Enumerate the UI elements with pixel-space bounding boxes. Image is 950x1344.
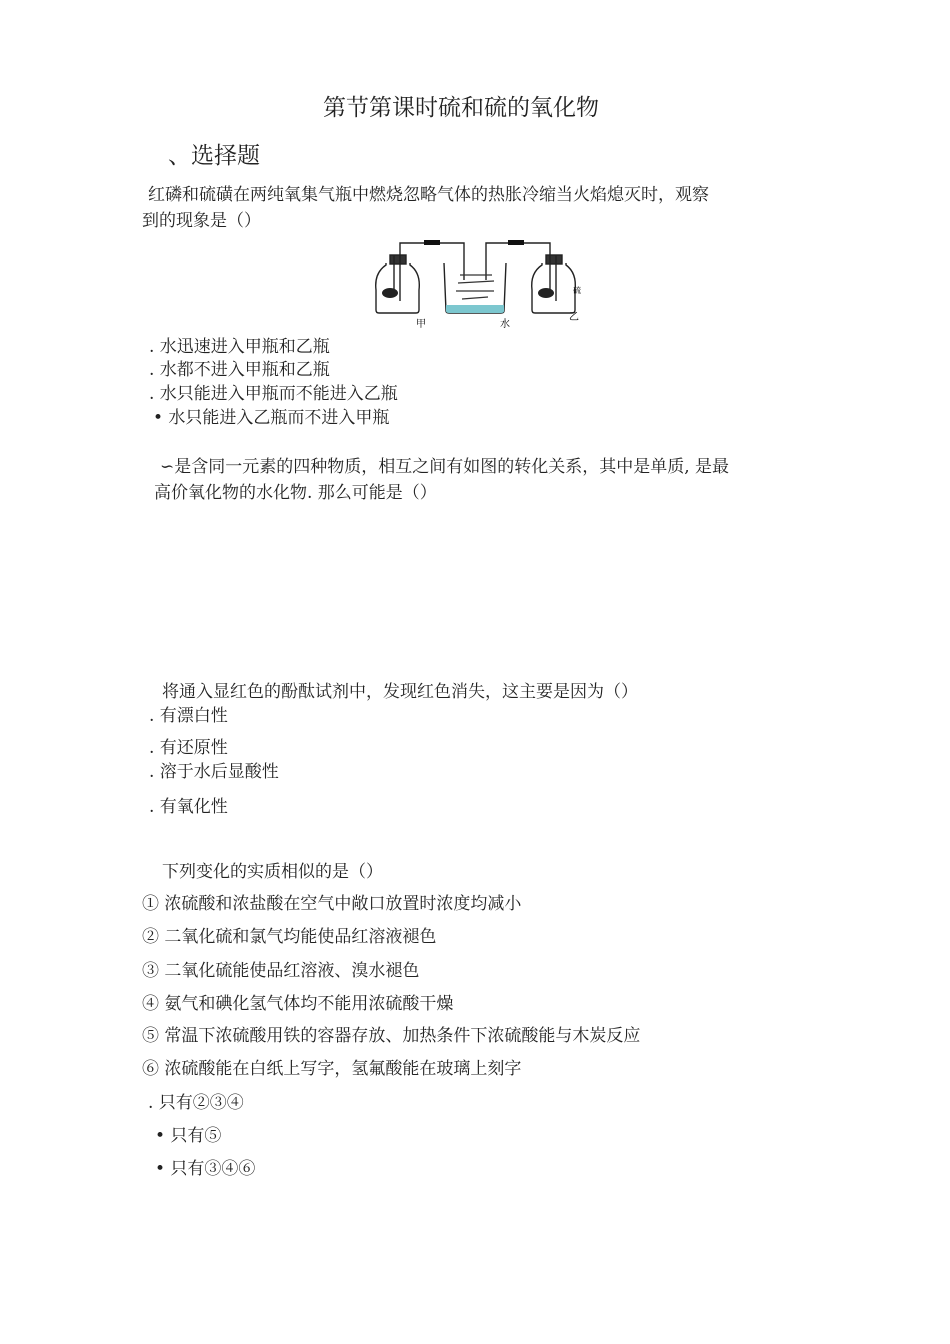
- apparatus-figure: [364, 235, 589, 330]
- q1-stem-line1: 红磷和硫磺在两纯氧集气瓶中燃烧忽略气体的热胀冷缩当火焰熄灭时，观察: [148, 185, 709, 205]
- q4-item-4: ④ 氨气和碘化氢气体均不能用浓硫酸干燥: [142, 994, 454, 1014]
- q4-option-c: • 只有③④⑥: [155, 1159, 256, 1179]
- q3-option-d: . 有氧化性: [149, 797, 228, 817]
- q4-option-a: . 只有②③④: [148, 1093, 244, 1113]
- q1-option-a: . 水迅速进入甲瓶和乙瓶: [149, 337, 330, 357]
- q2-stem-line2: 高价氧化物的水化物. 那么可能是（）: [154, 483, 437, 503]
- label-sulfur: 硫: [573, 286, 581, 295]
- section-heading: 、选择题: [168, 143, 260, 169]
- q4-item-5: ⑤ 常温下浓硫酸用铁的容器存放、加热条件下浓硫酸能与木炭反应: [142, 1026, 641, 1046]
- q1-stem-line2: 到的现象是（）: [142, 211, 261, 231]
- label-water: 水: [500, 319, 510, 330]
- q3-option-b: . 有还原性: [149, 738, 228, 758]
- q4-item-3: ③ 二氧化硫能使品红溶液、溴水褪色: [142, 961, 420, 981]
- q3-option-a: . 有漂白性: [149, 706, 228, 726]
- q4-option-b: • 只有⑤: [155, 1126, 222, 1146]
- q1-option-c: . 水只能进入甲瓶而不能进入乙瓶: [149, 384, 398, 404]
- page-title: 第节第课时硫和硫的氧化物: [323, 95, 599, 121]
- label-jia: 甲: [416, 319, 426, 330]
- q4-stem: 下列变化的实质相似的是（）: [162, 862, 383, 882]
- label-yi: 乙: [569, 312, 579, 323]
- q4-item-1: ① 浓硫酸和浓盐酸在空气中敞口放置时浓度均减小: [142, 894, 522, 914]
- q1-option-b: . 水都不进入甲瓶和乙瓶: [149, 360, 330, 380]
- q3-option-c: . 溶于水后显酸性: [149, 762, 279, 782]
- q4-item-6: ⑥ 浓硫酸能在白纸上写字，氢氟酸能在玻璃上刻字: [142, 1059, 522, 1079]
- q2-stem-line1: ∽是含同一元素的四种物质，相互之间有如图的转化关系，其中是单质, 是最: [160, 457, 730, 477]
- q3-stem: 将通入显红色的酚酞试剂中，发现红色消失，这主要是因为（）: [162, 682, 638, 702]
- q1-option-d: • 水只能进入乙瓶而不进入甲瓶: [153, 408, 390, 428]
- q4-item-2: ② 二氧化硫和氯气均能使品红溶液褪色: [142, 927, 437, 947]
